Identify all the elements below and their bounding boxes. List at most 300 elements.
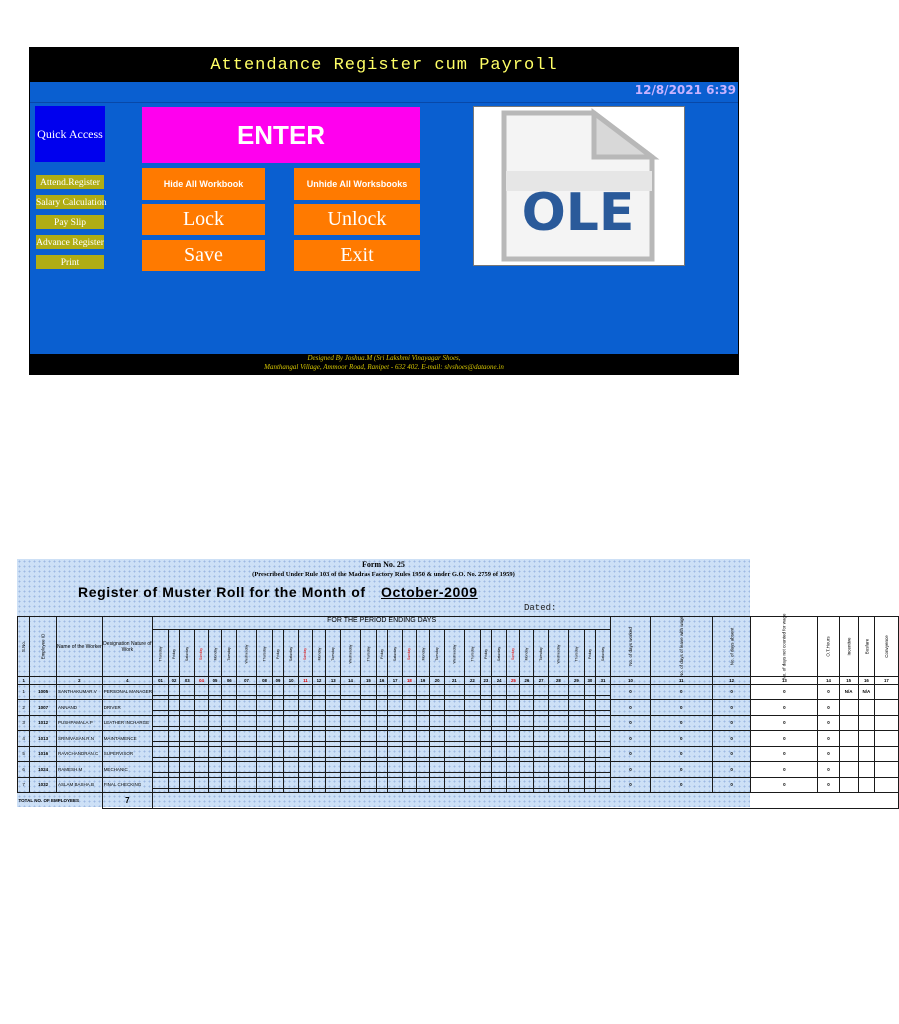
attendance-cell[interactable] — [430, 777, 445, 793]
attendance-cell[interactable] — [326, 777, 341, 793]
attendance-cell[interactable] — [169, 762, 180, 778]
cell-incentive — [839, 700, 858, 716]
attendance-cell[interactable] — [403, 700, 416, 716]
attendance-cell[interactable] — [283, 762, 298, 778]
attendance-cell[interactable] — [480, 700, 491, 716]
attendance-cell[interactable] — [430, 715, 445, 731]
day-number: 23 — [480, 677, 491, 685]
attendance-cell[interactable] — [299, 777, 312, 793]
attendance-cell[interactable] — [548, 777, 568, 793]
attendance-cell[interactable] — [568, 777, 584, 793]
attendance-cell[interactable] — [595, 731, 610, 747]
attendance-cell[interactable] — [520, 684, 534, 700]
unhide-all-workbooks-button[interactable]: Unhide All Worksbooks — [294, 168, 420, 200]
cell-leave-wage: 0 — [650, 700, 712, 716]
attendance-cell[interactable] — [534, 777, 549, 793]
attendance-cell[interactable] — [534, 700, 549, 716]
weekday-cell — [534, 630, 549, 677]
weekday-label: Wednesday — [348, 644, 353, 663]
attendance-cell[interactable] — [326, 731, 341, 747]
exit-button[interactable]: Exit — [294, 240, 420, 271]
attendance-cell[interactable] — [520, 746, 534, 762]
attendance-cell[interactable] — [257, 777, 273, 793]
day-number: 09 — [272, 677, 283, 685]
attendance-cell[interactable] — [257, 684, 273, 700]
attendance-cell[interactable] — [491, 684, 506, 700]
attendance-cell[interactable] — [312, 746, 326, 762]
weekday-cell — [520, 630, 534, 677]
attendance-cell[interactable] — [430, 762, 445, 778]
attendance-cell[interactable] — [480, 715, 491, 731]
attendance-cell[interactable] — [208, 762, 222, 778]
attendance-cell[interactable] — [520, 700, 534, 716]
attendance-cell[interactable] — [568, 731, 584, 747]
attendance-cell[interactable] — [376, 746, 387, 762]
attendance-cell[interactable] — [387, 700, 402, 716]
attendance-cell[interactable] — [195, 746, 208, 762]
day-number: 10 — [283, 677, 298, 685]
attendance-cell[interactable] — [403, 762, 416, 778]
attendance-cell[interactable] — [595, 777, 610, 793]
attendance-cell[interactable] — [169, 700, 180, 716]
attendance-cell[interactable] — [491, 715, 506, 731]
attendance-cell[interactable] — [416, 684, 430, 700]
attendance-cell[interactable] — [376, 731, 387, 747]
attendance-cell[interactable] — [272, 777, 283, 793]
attendance-cell[interactable] — [208, 700, 222, 716]
attendance-cell[interactable] — [534, 731, 549, 747]
attendance-cell[interactable] — [464, 777, 480, 793]
attendance-cell[interactable] — [195, 700, 208, 716]
table-row — [18, 715, 899, 731]
attendance-cell[interactable] — [376, 777, 387, 793]
attendance-cell[interactable] — [416, 715, 430, 731]
attendance-cell[interactable] — [548, 746, 568, 762]
attendance-cell[interactable] — [283, 731, 298, 747]
column-number-row — [18, 677, 899, 685]
attendance-cell[interactable] — [222, 700, 237, 716]
attendance-cell[interactable] — [584, 731, 595, 747]
attendance-cell[interactable] — [534, 684, 549, 700]
attendance-cell[interactable] — [272, 762, 283, 778]
cell-not-counted: 0 — [751, 777, 818, 793]
attendance-cell[interactable] — [153, 700, 169, 716]
cell-ot: 0 — [818, 762, 839, 778]
attendance-cell[interactable] — [341, 777, 361, 793]
weekday-cell — [169, 630, 180, 677]
attendance-cell[interactable] — [195, 684, 208, 700]
attendance-cell[interactable] — [283, 684, 298, 700]
day-number: 15 — [360, 677, 376, 685]
attendance-cell[interactable] — [464, 684, 480, 700]
attendance-cell[interactable] — [222, 762, 237, 778]
day-number: 28 — [548, 677, 568, 685]
attendance-cell[interactable] — [444, 700, 464, 716]
colnum-empid — [30, 677, 57, 685]
attendance-cell[interactable] — [430, 731, 445, 747]
attendance-cell[interactable] — [595, 762, 610, 778]
attendance-cell[interactable] — [491, 762, 506, 778]
attendance-cell[interactable] — [341, 731, 361, 747]
attendance-cell[interactable] — [595, 684, 610, 700]
cell-name: ASLAM BASHA.B — [57, 777, 103, 793]
attendance-cell[interactable] — [257, 715, 273, 731]
attendance-cell[interactable] — [376, 762, 387, 778]
attendance-cell[interactable] — [360, 684, 376, 700]
cell-employee-id: 1024 — [30, 762, 57, 778]
attendance-cell[interactable] — [548, 700, 568, 716]
attendance-cell[interactable] — [491, 700, 506, 716]
attendance-cell[interactable] — [416, 762, 430, 778]
attendance-cell[interactable] — [444, 715, 464, 731]
attendance-cell[interactable] — [299, 762, 312, 778]
attendance-cell[interactable] — [257, 746, 273, 762]
attendance-cell[interactable] — [312, 715, 326, 731]
attendance-cell[interactable] — [237, 777, 257, 793]
attendance-cell[interactable] — [312, 731, 326, 747]
attendance-cell[interactable] — [491, 777, 506, 793]
cell-leave-wage: 0 — [650, 746, 712, 762]
attendance-cell[interactable] — [195, 731, 208, 747]
cell-employee-id: 1005 — [30, 684, 57, 700]
attendance-cell[interactable] — [299, 715, 312, 731]
attendance-cell[interactable] — [180, 746, 195, 762]
attendance-cell[interactable] — [595, 715, 610, 731]
colnum-desig: 4 — [102, 677, 152, 685]
attendance-cell[interactable] — [480, 731, 491, 747]
attendance-cell[interactable] — [507, 731, 520, 747]
attendance-cell[interactable] — [360, 700, 376, 716]
quick-item-pay-slip[interactable]: Pay Slip — [35, 214, 105, 230]
attendance-cell[interactable] — [195, 715, 208, 731]
cell-leave-wage: 0 — [650, 731, 712, 747]
weekday-cell — [464, 630, 480, 677]
attendance-cell[interactable] — [568, 700, 584, 716]
day-number: 17 — [387, 677, 402, 685]
cell-absent: 0 — [712, 731, 751, 747]
cell-absent: 0 — [712, 746, 751, 762]
day-number: 20 — [430, 677, 445, 685]
attendance-cell[interactable] — [237, 746, 257, 762]
cell-conveyance — [875, 746, 899, 762]
attendance-cell[interactable] — [283, 777, 298, 793]
attendance-cell[interactable] — [208, 731, 222, 747]
attendance-cell[interactable] — [237, 731, 257, 747]
ole-object-placeholder[interactable] — [473, 106, 685, 266]
weekday-cell — [444, 630, 464, 677]
day-number: 21 — [444, 677, 464, 685]
attendance-cell[interactable] — [403, 684, 416, 700]
attendance-cell[interactable] — [520, 715, 534, 731]
attendance-cell[interactable] — [430, 700, 445, 716]
attendance-cell[interactable] — [568, 715, 584, 731]
attendance-cell[interactable] — [430, 746, 445, 762]
attendance-cell[interactable] — [430, 684, 445, 700]
attendance-cell[interactable] — [326, 715, 341, 731]
attendance-cell[interactable] — [584, 715, 595, 731]
attendance-cell[interactable] — [480, 746, 491, 762]
attendance-cell[interactable] — [272, 731, 283, 747]
weekday-label: Thursday — [470, 646, 475, 661]
attendance-cell[interactable] — [169, 684, 180, 700]
attendance-cell[interactable] — [507, 700, 520, 716]
attendance-cell[interactable] — [222, 684, 237, 700]
attendance-cell[interactable] — [180, 684, 195, 700]
attendance-cell[interactable] — [222, 715, 237, 731]
attendance-cell[interactable] — [568, 762, 584, 778]
attendance-cell[interactable] — [208, 777, 222, 793]
attendance-cell[interactable] — [153, 777, 169, 793]
attendance-cell[interactable] — [341, 715, 361, 731]
attendance-cell[interactable] — [507, 777, 520, 793]
attendance-cell[interactable] — [507, 684, 520, 700]
attendance-cell[interactable] — [169, 731, 180, 747]
day-number: 31 — [595, 677, 610, 685]
attendance-cell[interactable] — [257, 762, 273, 778]
attendance-cell[interactable] — [464, 731, 480, 747]
attendance-cell[interactable] — [208, 746, 222, 762]
cell-leave-wage: 0 — [650, 762, 712, 778]
quick-item-advance-register[interactable]: Advance Register — [35, 234, 105, 250]
weekday-label: Tuesday — [539, 646, 544, 661]
attendance-cell[interactable] — [180, 777, 195, 793]
attendance-cell[interactable] — [299, 746, 312, 762]
attendance-cell[interactable] — [507, 746, 520, 762]
attendance-cell[interactable] — [595, 700, 610, 716]
attendance-cell[interactable] — [416, 777, 430, 793]
attendance-cell[interactable] — [444, 684, 464, 700]
cell-days-worked: 0 — [611, 684, 651, 700]
attendance-cell[interactable] — [387, 777, 402, 793]
attendance-cell[interactable] — [360, 731, 376, 747]
day-number: 19 — [416, 677, 430, 685]
quick-item-print[interactable]: Print — [35, 254, 105, 270]
attendance-cell[interactable] — [444, 762, 464, 778]
attendance-cell[interactable] — [360, 715, 376, 731]
attendance-cell[interactable] — [387, 746, 402, 762]
attendance-cell[interactable] — [507, 762, 520, 778]
weekday-label: Sunday — [407, 647, 412, 660]
header-employee-id — [30, 617, 57, 677]
attendance-cell[interactable] — [153, 684, 169, 700]
cell-not-counted: 0 — [751, 700, 818, 716]
attendance-cell[interactable] — [153, 762, 169, 778]
attendance-cell[interactable] — [326, 762, 341, 778]
attendance-cell[interactable] — [595, 746, 610, 762]
attendance-cell[interactable] — [534, 762, 549, 778]
attendance-cell[interactable] — [257, 700, 273, 716]
cell-busfare: N/A — [858, 684, 875, 700]
attendance-cell[interactable] — [584, 762, 595, 778]
attendance-cell[interactable] — [444, 731, 464, 747]
weekday-cell — [180, 630, 195, 677]
attendance-cell[interactable] — [326, 700, 341, 716]
attendance-cell[interactable] — [360, 777, 376, 793]
save-button[interactable]: Save — [142, 240, 265, 271]
attendance-cell[interactable] — [272, 746, 283, 762]
attendance-cell[interactable] — [169, 777, 180, 793]
attendance-cell[interactable] — [584, 777, 595, 793]
weekday-label: Saturday — [289, 646, 294, 661]
attendance-cell[interactable] — [403, 777, 416, 793]
quick-item-salary-calculation[interactable]: Salary Calculation — [35, 194, 105, 210]
cell-sno: 5 — [18, 746, 30, 762]
attendance-cell[interactable] — [312, 700, 326, 716]
attendance-cell[interactable] — [376, 700, 387, 716]
attendance-cell[interactable] — [222, 731, 237, 747]
attendance-cell[interactable] — [299, 731, 312, 747]
attendance-cell[interactable] — [548, 715, 568, 731]
attendance-cell[interactable] — [222, 777, 237, 793]
attendance-cell[interactable] — [464, 762, 480, 778]
attendance-cell[interactable] — [444, 777, 464, 793]
attendance-cell[interactable] — [444, 746, 464, 762]
attendance-cell[interactable] — [237, 715, 257, 731]
colnum-conveyance: 17 — [875, 677, 899, 685]
attendance-cell[interactable] — [272, 700, 283, 716]
colnum-busfare: 16 — [858, 677, 875, 685]
attendance-cell[interactable] — [464, 700, 480, 716]
weekday-cell — [195, 630, 208, 677]
attendance-cell[interactable] — [312, 684, 326, 700]
attendance-cell[interactable] — [416, 731, 430, 747]
cell-days-worked: 0 — [611, 731, 651, 747]
attendance-cell[interactable] — [480, 762, 491, 778]
attendance-cell[interactable] — [153, 746, 169, 762]
attendance-cell[interactable] — [208, 684, 222, 700]
attendance-cell[interactable] — [341, 746, 361, 762]
attendance-cell[interactable] — [169, 715, 180, 731]
attendance-cell[interactable] — [341, 762, 361, 778]
attendance-cell[interactable] — [520, 777, 534, 793]
cell-days-worked: 0 — [611, 762, 651, 778]
attendance-cell[interactable] — [299, 700, 312, 716]
attendance-cell[interactable] — [491, 731, 506, 747]
total-row-filler — [153, 793, 899, 809]
attendance-cell[interactable] — [180, 715, 195, 731]
attendance-cell[interactable] — [341, 684, 361, 700]
weekday-label: Thursday — [366, 646, 371, 661]
header-text: Employee ID — [40, 633, 46, 659]
attendance-cell[interactable] — [195, 777, 208, 793]
attendance-cell[interactable] — [491, 746, 506, 762]
attendance-cell[interactable] — [464, 746, 480, 762]
attendance-cell[interactable] — [387, 762, 402, 778]
attendance-cell[interactable] — [403, 715, 416, 731]
attendance-cell[interactable] — [283, 746, 298, 762]
attendance-cell[interactable] — [180, 731, 195, 747]
attendance-cell[interactable] — [584, 746, 595, 762]
attendance-cell[interactable] — [376, 715, 387, 731]
cell-busfare — [858, 762, 875, 778]
weekday-label: Wednesday — [244, 644, 249, 663]
attendance-cell[interactable] — [548, 762, 568, 778]
attendance-cell[interactable] — [507, 715, 520, 731]
attendance-cell[interactable] — [326, 746, 341, 762]
cell-ot: 0 — [818, 731, 839, 747]
attendance-cell[interactable] — [568, 746, 584, 762]
cell-incentive — [839, 777, 858, 793]
attendance-cell[interactable] — [416, 746, 430, 762]
attendance-cell[interactable] — [534, 715, 549, 731]
attendance-cell[interactable] — [195, 762, 208, 778]
attendance-cell[interactable] — [376, 684, 387, 700]
attendance-cell[interactable] — [272, 684, 283, 700]
weekday-cell — [257, 630, 273, 677]
colnum-leave-wage: 11 — [650, 677, 712, 685]
cell-busfare — [858, 700, 875, 716]
unlock-button[interactable]: Unlock — [294, 204, 420, 235]
attendance-cell[interactable] — [153, 715, 169, 731]
weekday-label: Friday — [275, 648, 280, 659]
attendance-cell[interactable] — [360, 746, 376, 762]
attendance-cell[interactable] — [180, 762, 195, 778]
quick-item-attend-register[interactable]: Attend.Register — [35, 174, 105, 190]
attendance-cell[interactable] — [387, 715, 402, 731]
attendance-cell[interactable] — [272, 715, 283, 731]
attendance-cell[interactable] — [326, 684, 341, 700]
attendance-cell[interactable] — [548, 731, 568, 747]
attendance-cell[interactable] — [237, 762, 257, 778]
attendance-cell[interactable] — [464, 715, 480, 731]
cell-employee-id: 1007 — [30, 700, 57, 716]
header-row — [18, 617, 899, 630]
weekday-label: Wednesday — [556, 644, 561, 663]
lock-button[interactable]: Lock — [142, 204, 265, 235]
register-month[interactable]: October-2009 — [381, 584, 478, 600]
attendance-cell[interactable] — [520, 762, 534, 778]
attendance-cell[interactable] — [153, 731, 169, 747]
attendance-cell[interactable] — [480, 684, 491, 700]
attendance-cell[interactable] — [548, 684, 568, 700]
attendance-cell[interactable] — [341, 700, 361, 716]
attendance-cell[interactable] — [283, 700, 298, 716]
attendance-cell[interactable] — [222, 746, 237, 762]
attendance-cell[interactable] — [480, 777, 491, 793]
attendance-cell[interactable] — [387, 684, 402, 700]
colnum-days-worked: 10 — [611, 677, 651, 685]
header-days-worked — [611, 617, 651, 677]
attendance-cell[interactable] — [283, 715, 298, 731]
weekday-cell — [480, 630, 491, 677]
attendance-cell[interactable] — [584, 700, 595, 716]
attendance-cell[interactable] — [312, 777, 326, 793]
attendance-cell[interactable] — [534, 746, 549, 762]
cell-employee-id: 1012 — [30, 715, 57, 731]
attendance-cell[interactable] — [387, 731, 402, 747]
attendance-cell[interactable] — [403, 731, 416, 747]
attendance-cell[interactable] — [360, 762, 376, 778]
attendance-cell[interactable] — [403, 746, 416, 762]
cell-ot: 0 — [818, 684, 839, 700]
cell-absent: 0 — [712, 715, 751, 731]
attendance-cell[interactable] — [520, 731, 534, 747]
attendance-cell[interactable] — [208, 715, 222, 731]
cell-days-worked: 0 — [611, 715, 651, 731]
attendance-cell[interactable] — [416, 700, 430, 716]
attendance-cell[interactable] — [237, 700, 257, 716]
attendance-cell[interactable] — [257, 731, 273, 747]
attendance-cell[interactable] — [312, 762, 326, 778]
attendance-cell[interactable] — [299, 684, 312, 700]
enter-button[interactable]: ENTER — [142, 107, 420, 163]
attendance-cell[interactable] — [169, 746, 180, 762]
attendance-cell[interactable] — [568, 684, 584, 700]
attendance-cell[interactable] — [237, 684, 257, 700]
attendance-cell[interactable] — [180, 700, 195, 716]
attendance-cell[interactable] — [584, 684, 595, 700]
hide-all-workbook-button[interactable]: Hide All Workbook — [142, 168, 265, 200]
